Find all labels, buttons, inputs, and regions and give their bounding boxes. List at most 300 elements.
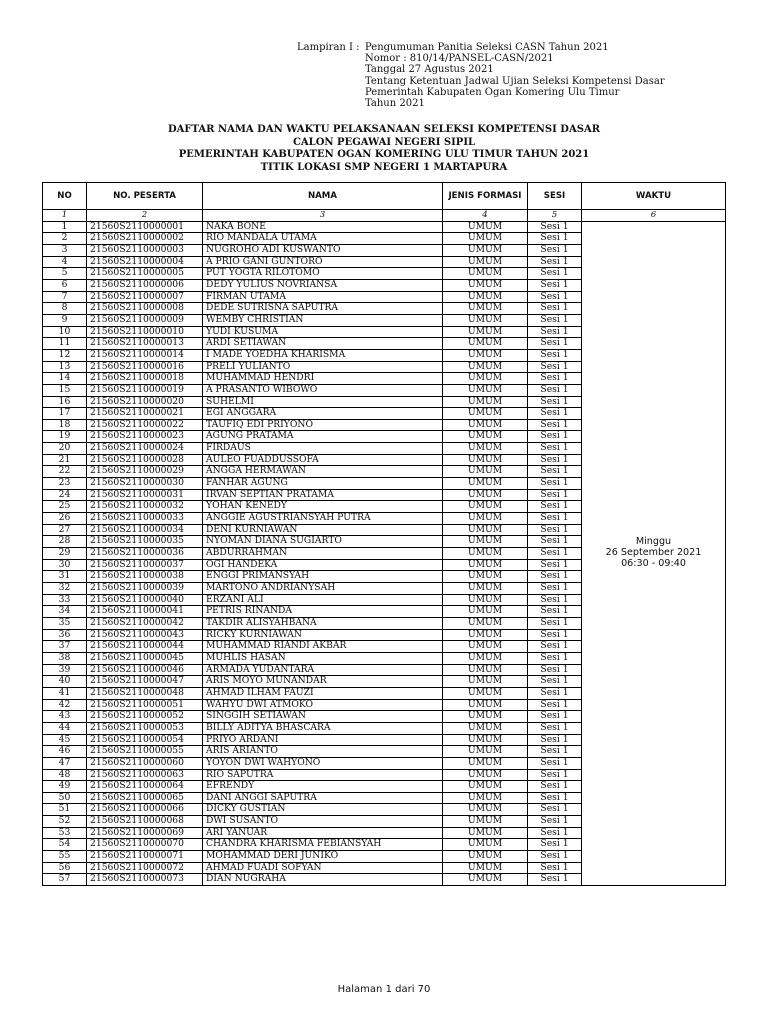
formation-type: UMUM	[443, 233, 528, 245]
participant-name: ANGGA HERMAWAN	[203, 466, 443, 478]
formation-type: UMUM	[443, 268, 528, 280]
participant-name: MUHAMMAD RIANDI AKBAR	[203, 641, 443, 653]
participant-number: 21560S2110000028	[87, 454, 203, 466]
participant-name: WEMBY CHRISTIAN	[203, 314, 443, 326]
table-body	[43, 221, 726, 885]
row-number: 54	[43, 839, 87, 851]
column-number: 2	[87, 210, 203, 222]
session: Sesi 1	[528, 384, 582, 396]
formation-type: UMUM	[443, 559, 528, 571]
attachment-line: Tentang Ketentuan Jadwal Ujian Seleksi Kompetensi Dasar	[365, 75, 665, 87]
participant-number: 21560S2110000037	[87, 559, 203, 571]
row-number: 43	[43, 711, 87, 723]
row-number: 12	[43, 349, 87, 361]
participant-number: 21560S2110000054	[87, 734, 203, 746]
row-number: 45	[43, 734, 87, 746]
formation-type: UMUM	[443, 524, 528, 536]
formation-type: UMUM	[443, 874, 528, 886]
participant-number: 21560S2110000020	[87, 396, 203, 408]
participant-name: AHMAD ILHAM FAUZI	[203, 687, 443, 699]
formation-type: UMUM	[443, 349, 528, 361]
row-number: 52	[43, 816, 87, 828]
participant-name: RIO SAPUTRA	[203, 769, 443, 781]
participant-name: SUHELMI	[203, 396, 443, 408]
formation-type: UMUM	[443, 454, 528, 466]
formation-type: UMUM	[443, 314, 528, 326]
session: Sesi 1	[528, 408, 582, 420]
participant-name: A PRASANTO WIBOWO	[203, 384, 443, 396]
document-title: DAFTAR NAMA DAN WAKTU PELAKSANAAN SELEKSI KOMPETENSI DASAR	[167, 124, 601, 135]
participant-number: 21560S2110000031	[87, 489, 203, 501]
participant-number: 21560S2110000033	[87, 513, 203, 525]
formation-type: UMUM	[443, 419, 528, 431]
session: Sesi 1	[528, 699, 582, 711]
participant-name: PRELI YULIANTO	[203, 361, 443, 373]
session: Sesi 1	[528, 513, 582, 525]
formation-type: UMUM	[443, 501, 528, 513]
row-number: 44	[43, 722, 87, 734]
row-number: 24	[43, 489, 87, 501]
participant-name: BILLY ADITYA BHASCARA	[203, 722, 443, 734]
row-number: 41	[43, 687, 87, 699]
session: Sesi 1	[528, 583, 582, 595]
session: Sesi 1	[528, 629, 582, 641]
participant-name: FIRMAN UTAMA	[203, 291, 443, 303]
participant-name: ARI YANUAR	[203, 827, 443, 839]
formation-type: UMUM	[443, 816, 528, 828]
attachment-line: Pengumuman Panitia Seleksi CASN Tahun 2021	[365, 42, 609, 53]
participant-number: 21560S2110000070	[87, 839, 203, 851]
attachment-line: Tanggal 27 Agustus 2021	[365, 64, 494, 76]
participant-name: DENI KURNIAWAN	[203, 524, 443, 536]
row-number: 35	[43, 617, 87, 629]
participant-number: 21560S2110000018	[87, 373, 203, 385]
attachment-line: Nomor : 810/14/PANSEL-CASN/2021	[365, 53, 554, 65]
formation-type: UMUM	[443, 583, 528, 595]
row-number: 25	[43, 501, 87, 513]
participant-number: 21560S2110000073	[87, 874, 203, 886]
row-number: 1	[43, 221, 87, 233]
document-title-block	[0, 124, 768, 174]
column-header-nama: NAMA	[203, 183, 443, 210]
session: Sesi 1	[528, 781, 582, 793]
participant-name: RICKY KURNIAWAN	[203, 629, 443, 641]
row-number: 38	[43, 652, 87, 664]
participant-number: 21560S2110000029	[87, 466, 203, 478]
session: Sesi 1	[528, 233, 582, 245]
participant-name: ARIS MOYO MUNANDAR	[203, 676, 443, 688]
row-number: 19	[43, 431, 87, 443]
session: Sesi 1	[528, 816, 582, 828]
formation-type: UMUM	[443, 571, 528, 583]
row-number: 32	[43, 583, 87, 595]
column-header-sesi: SESI	[528, 183, 582, 210]
participant-name: ERZANI ALI	[203, 594, 443, 606]
attachment-label: Lampiran I :	[297, 42, 360, 53]
document-location: TITIK LOKASI SMP NEGERI 1 MARTAPURA	[260, 161, 508, 173]
participant-number: 21560S2110000066	[87, 804, 203, 816]
participant-name: ANGGIE AGUSTRIANSYAH PUTRA	[203, 513, 443, 525]
formation-type: UMUM	[443, 606, 528, 618]
participant-number: 21560S2110000034	[87, 524, 203, 536]
participant-name: PETRIS RINANDA	[203, 606, 443, 618]
row-number: 51	[43, 804, 87, 816]
attachment-block	[297, 42, 757, 109]
row-number: 55	[43, 851, 87, 863]
formation-type: UMUM	[443, 781, 528, 793]
participant-number: 21560S2110000045	[87, 652, 203, 664]
row-number: 34	[43, 606, 87, 618]
row-number: 7	[43, 291, 87, 303]
session: Sesi 1	[528, 757, 582, 769]
table-row	[43, 221, 726, 233]
document-subtitle: PEMERINTAH KABUPATEN OGAN KOMERING ULU TIMUR TAHUN 2021	[178, 149, 590, 161]
participant-name: AGUNG PRATAMA	[203, 431, 443, 443]
participant-name: YOYON DWI WAHYONO	[203, 757, 443, 769]
formation-type: UMUM	[443, 652, 528, 664]
participant-name: DEDE SUTRISNA SAPUTRA	[203, 303, 443, 315]
participant-name: MUHLIS HASAN	[203, 652, 443, 664]
session: Sesi 1	[528, 687, 582, 699]
row-number: 17	[43, 408, 87, 420]
session: Sesi 1	[528, 734, 582, 746]
page-number: Halaman 1 dari 70	[337, 984, 431, 995]
participant-number: 21560S2110000004	[87, 256, 203, 268]
formation-type: UMUM	[443, 641, 528, 653]
session: Sesi 1	[528, 722, 582, 734]
participant-number: 21560S2110000005	[87, 268, 203, 280]
formation-type: UMUM	[443, 256, 528, 268]
session: Sesi 1	[528, 827, 582, 839]
participant-name: NUGROHO ADI KUSWANTO	[203, 244, 443, 256]
participant-name: PUT YOGTA RILOTOMO	[203, 268, 443, 280]
participant-number: 21560S2110000032	[87, 501, 203, 513]
session: Sesi 1	[528, 349, 582, 361]
row-number: 31	[43, 571, 87, 583]
participant-name: TAKDIR ALISYAHBANA	[203, 617, 443, 629]
session: Sesi 1	[528, 571, 582, 583]
participant-name: EFRENDY	[203, 781, 443, 793]
session: Sesi 1	[528, 279, 582, 291]
participant-number: 21560S2110000069	[87, 827, 203, 839]
row-number: 10	[43, 326, 87, 338]
row-number: 2	[43, 233, 87, 245]
participant-name: CHANDRA KHARISMA FEBIANSYAH	[203, 839, 443, 851]
participant-number: 21560S2110000001	[87, 221, 203, 233]
row-number: 28	[43, 536, 87, 548]
session: Sesi 1	[528, 221, 582, 233]
row-number: 49	[43, 781, 87, 793]
row-number: 8	[43, 303, 87, 315]
formation-type: UMUM	[443, 629, 528, 641]
row-number: 13	[43, 361, 87, 373]
session: Sesi 1	[528, 804, 582, 816]
row-number: 30	[43, 559, 87, 571]
session: Sesi 1	[528, 874, 582, 886]
session: Sesi 1	[528, 489, 582, 501]
participant-name: ENGGI PRIMANSYAH	[203, 571, 443, 583]
row-number: 56	[43, 862, 87, 874]
participant-name: PRIYO ARDANI	[203, 734, 443, 746]
row-number: 27	[43, 524, 87, 536]
row-number: 14	[43, 373, 87, 385]
participant-name: FIRDAUS	[203, 443, 443, 455]
formation-type: UMUM	[443, 792, 528, 804]
session: Sesi 1	[528, 419, 582, 431]
session: Sesi 1	[528, 524, 582, 536]
formation-type: UMUM	[443, 851, 528, 863]
formation-type: UMUM	[443, 221, 528, 233]
participant-name: RIO MANDALA UTAMA	[203, 233, 443, 245]
row-number: 16	[43, 396, 87, 408]
participant-name: YOHAN KENEDY	[203, 501, 443, 513]
session: Sesi 1	[528, 291, 582, 303]
row-number: 26	[43, 513, 87, 525]
participant-name: EGI ANGGARA	[203, 408, 443, 420]
formation-type: UMUM	[443, 687, 528, 699]
participant-name: WAHYU DWI ATMOKO	[203, 699, 443, 711]
participant-name: NYOMAN DIANA SUGIARTO	[203, 536, 443, 548]
participant-name: NAKA BONE	[203, 221, 443, 233]
participant-name: DIAN NUGRAHA	[203, 874, 443, 886]
participant-number: 21560S2110000039	[87, 583, 203, 595]
participant-number: 21560S2110000071	[87, 851, 203, 863]
formation-type: UMUM	[443, 711, 528, 723]
participant-number: 21560S2110000024	[87, 443, 203, 455]
table-header-row	[43, 183, 726, 210]
formation-type: UMUM	[443, 734, 528, 746]
row-number: 46	[43, 746, 87, 758]
formation-type: UMUM	[443, 617, 528, 629]
participant-number: 21560S2110000038	[87, 571, 203, 583]
participant-name: IRVAN SEPTIAN PRATAMA	[203, 489, 443, 501]
participant-name: TAUFIQ EDI PRIYONO	[203, 419, 443, 431]
formation-type: UMUM	[443, 478, 528, 490]
session: Sesi 1	[528, 548, 582, 560]
session: Sesi 1	[528, 373, 582, 385]
row-number: 29	[43, 548, 87, 560]
column-header-no: NO	[43, 183, 87, 210]
attachment-lines	[365, 42, 665, 109]
participant-name: AHMAD FUADI SOFYAN	[203, 862, 443, 874]
participant-number: 21560S2110000013	[87, 338, 203, 350]
participant-name: A PRIO GANI GUNTORO	[203, 256, 443, 268]
participant-name: YUDI KUSUMA	[203, 326, 443, 338]
session: Sesi 1	[528, 839, 582, 851]
formation-type: UMUM	[443, 466, 528, 478]
session: Sesi 1	[528, 711, 582, 723]
participant-number: 21560S2110000014	[87, 349, 203, 361]
participant-number: 21560S2110000072	[87, 862, 203, 874]
session: Sesi 1	[528, 769, 582, 781]
participant-number: 21560S2110000063	[87, 769, 203, 781]
session: Sesi 1	[528, 501, 582, 513]
session: Sesi 1	[528, 862, 582, 874]
row-number: 36	[43, 629, 87, 641]
session: Sesi 1	[528, 256, 582, 268]
participant-number: 21560S2110000046	[87, 664, 203, 676]
row-number: 39	[43, 664, 87, 676]
formation-type: UMUM	[443, 443, 528, 455]
row-number: 57	[43, 874, 87, 886]
participant-number: 21560S2110000036	[87, 548, 203, 560]
participant-number: 21560S2110000064	[87, 781, 203, 793]
column-number: 4	[443, 210, 528, 222]
participant-table	[42, 182, 726, 886]
session: Sesi 1	[528, 594, 582, 606]
column-header-no-peserta: NO. PESERTA	[87, 183, 203, 210]
session: Sesi 1	[528, 314, 582, 326]
session: Sesi 1	[528, 851, 582, 863]
row-number: 48	[43, 769, 87, 781]
formation-type: UMUM	[443, 361, 528, 373]
row-number: 40	[43, 676, 87, 688]
participant-number: 21560S2110000042	[87, 617, 203, 629]
participant-number: 21560S2110000008	[87, 303, 203, 315]
session: Sesi 1	[528, 396, 582, 408]
row-number: 18	[43, 419, 87, 431]
session: Sesi 1	[528, 431, 582, 443]
session: Sesi 1	[528, 303, 582, 315]
formation-type: UMUM	[443, 722, 528, 734]
participant-number: 21560S2110000007	[87, 291, 203, 303]
formation-type: UMUM	[443, 431, 528, 443]
formation-type: UMUM	[443, 664, 528, 676]
schedule-date: 26 September 2021	[605, 547, 702, 559]
participant-number: 21560S2110000053	[87, 722, 203, 734]
session: Sesi 1	[528, 664, 582, 676]
column-number: 3	[203, 210, 443, 222]
participant-name: OGI HANDEKA	[203, 559, 443, 571]
row-number: 15	[43, 384, 87, 396]
session: Sesi 1	[528, 792, 582, 804]
schedule-time: 06:30 - 09:40	[621, 557, 686, 569]
participant-name: ARMADA YUDANTARA	[203, 664, 443, 676]
row-number: 11	[43, 338, 87, 350]
row-number: 53	[43, 827, 87, 839]
participant-name: MUHAMMAD HENDRI	[203, 373, 443, 385]
session: Sesi 1	[528, 268, 582, 280]
formation-type: UMUM	[443, 489, 528, 501]
schedule-day: Minggu	[635, 536, 672, 548]
session: Sesi 1	[528, 559, 582, 571]
participant-number: 21560S2110000043	[87, 629, 203, 641]
formation-type: UMUM	[443, 244, 528, 256]
participant-name: ABDURRAHMAN	[203, 548, 443, 560]
session: Sesi 1	[528, 244, 582, 256]
column-number: 1	[43, 210, 87, 222]
row-number: 47	[43, 757, 87, 769]
row-number: 50	[43, 792, 87, 804]
participant-number: 21560S2110000030	[87, 478, 203, 490]
participant-number: 21560S2110000051	[87, 699, 203, 711]
session: Sesi 1	[528, 443, 582, 455]
participant-name: I MADE YOEDHA KHARISMA	[203, 349, 443, 361]
session: Sesi 1	[528, 478, 582, 490]
session: Sesi 1	[528, 652, 582, 664]
participant-number: 21560S2110000010	[87, 326, 203, 338]
participant-name: DEDY YULIUS NOVRIANSA	[203, 279, 443, 291]
column-header-jenis-formasi: JENIS FORMASI	[443, 183, 528, 210]
row-number: 6	[43, 279, 87, 291]
row-number: 4	[43, 256, 87, 268]
formation-type: UMUM	[443, 279, 528, 291]
participant-number: 21560S2110000065	[87, 792, 203, 804]
participant-number: 21560S2110000040	[87, 594, 203, 606]
formation-type: UMUM	[443, 804, 528, 816]
participant-name: MARTONO ANDRIANYSAH	[203, 583, 443, 595]
formation-type: UMUM	[443, 513, 528, 525]
participant-number: 21560S2110000003	[87, 244, 203, 256]
participant-name: DWI SUSANTO	[203, 816, 443, 828]
row-number: 20	[43, 443, 87, 455]
participant-number: 21560S2110000023	[87, 431, 203, 443]
formation-type: UMUM	[443, 373, 528, 385]
session: Sesi 1	[528, 361, 582, 373]
column-number: 5	[528, 210, 582, 222]
participant-number: 21560S2110000021	[87, 408, 203, 420]
row-number: 5	[43, 268, 87, 280]
session: Sesi 1	[528, 454, 582, 466]
row-number: 21	[43, 454, 87, 466]
formation-type: UMUM	[443, 827, 528, 839]
participant-number: 21560S2110000019	[87, 384, 203, 396]
formation-type: UMUM	[443, 548, 528, 560]
session: Sesi 1	[528, 606, 582, 618]
schedule-cell	[582, 221, 726, 885]
formation-type: UMUM	[443, 326, 528, 338]
participant-number: 21560S2110000006	[87, 279, 203, 291]
formation-type: UMUM	[443, 862, 528, 874]
session: Sesi 1	[528, 338, 582, 350]
row-number: 42	[43, 699, 87, 711]
participant-number: 21560S2110000055	[87, 746, 203, 758]
column-number-row	[43, 210, 726, 222]
participant-name: FANHAR AGUNG	[203, 478, 443, 490]
formation-type: UMUM	[443, 594, 528, 606]
row-number: 33	[43, 594, 87, 606]
formation-type: UMUM	[443, 338, 528, 350]
attachment-line: Pemerintah Kabupaten Ogan Komering Ulu Timur	[365, 86, 620, 98]
row-number: 9	[43, 314, 87, 326]
session: Sesi 1	[528, 617, 582, 629]
participant-number: 21560S2110000022	[87, 419, 203, 431]
row-number: 37	[43, 641, 87, 653]
participant-number: 21560S2110000002	[87, 233, 203, 245]
participant-name: AULEO FUADDUSSOFA	[203, 454, 443, 466]
participant-name: ARDI SETIAWAN	[203, 338, 443, 350]
formation-type: UMUM	[443, 746, 528, 758]
session: Sesi 1	[528, 466, 582, 478]
participant-number: 21560S2110000052	[87, 711, 203, 723]
formation-type: UMUM	[443, 384, 528, 396]
formation-type: UMUM	[443, 769, 528, 781]
participant-name: MOHAMMAD DERI JUNIKO	[203, 851, 443, 863]
session: Sesi 1	[528, 746, 582, 758]
row-number: 23	[43, 478, 87, 490]
column-number: 6	[582, 210, 726, 222]
participant-number: 21560S2110000009	[87, 314, 203, 326]
participant-name: DANI ANGGI SAPUTRA	[203, 792, 443, 804]
session: Sesi 1	[528, 641, 582, 653]
participant-number: 21560S2110000068	[87, 816, 203, 828]
participant-name: SINGGIH SETIAWAN	[203, 711, 443, 723]
attachment-line: Tahun 2021	[365, 98, 425, 110]
formation-type: UMUM	[443, 408, 528, 420]
column-header-waktu: WAKTU	[582, 183, 726, 210]
row-number: 22	[43, 466, 87, 478]
participant-number: 21560S2110000044	[87, 641, 203, 653]
